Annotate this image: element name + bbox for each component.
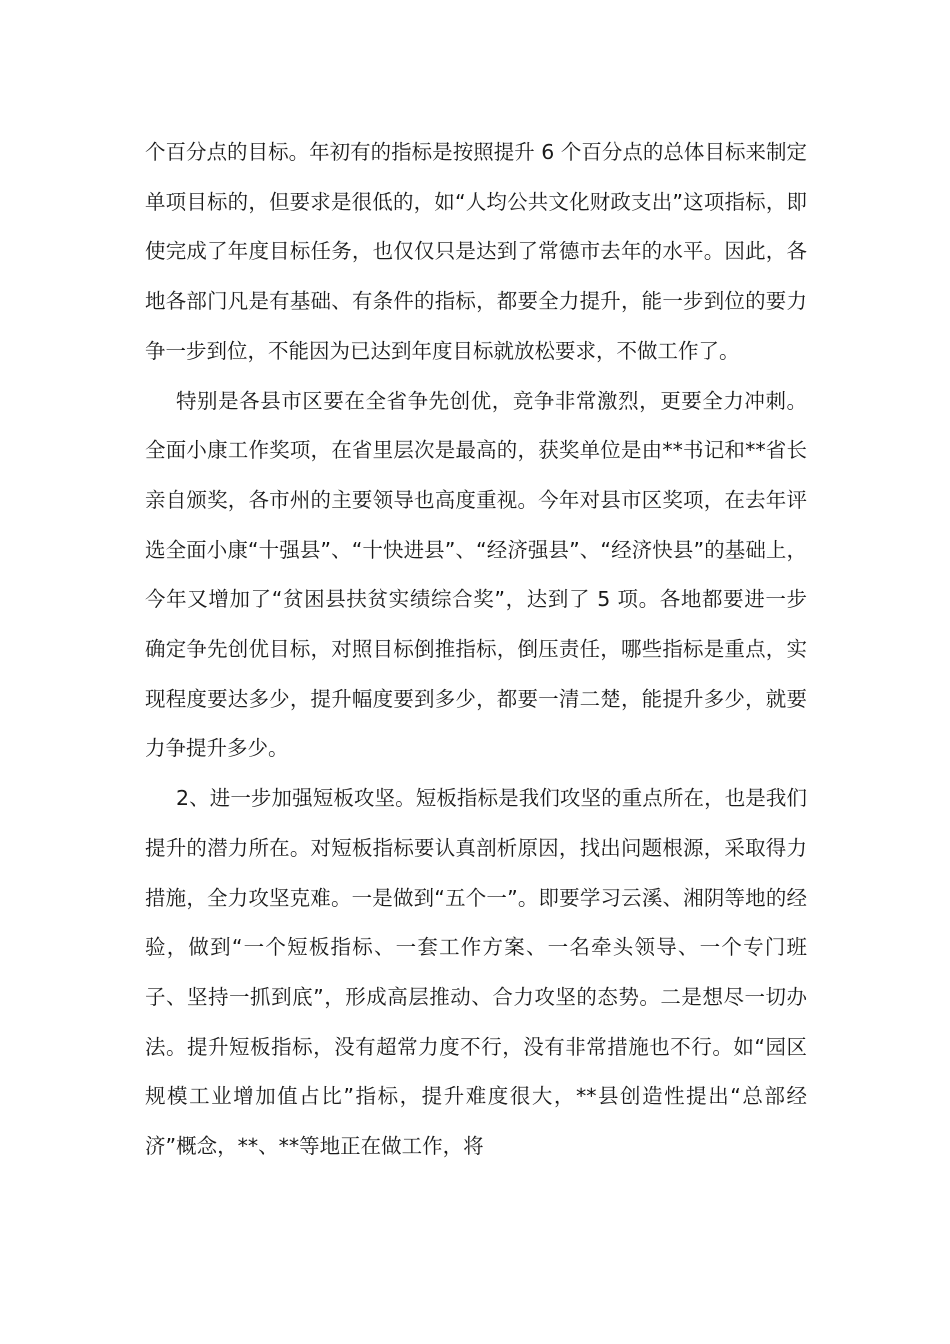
paragraph-2: 特别是各县市区要在全省争先创优，竞争非常激烈，更要全力冲刺。全面小康工作奖项，在省里层次是最高的，获奖单位是由**书记和**省长亲自颁奖，各市州的主要领导也高度重视。今年对县市区奖项，在去年评选全面小康“十强县”、“十快进县”、“经济强县”、“经济快县”的基础上，今年又增加了“贫困县扶贫实绩综合奖”，达到了 5 项。各地都要进一步确定争先创优目标，对照目标倒推指标，倒压责任，哪些指标是重点，实现程度要达多少，提升幅度要到多少，都要一清二楚，能提升多少，就要力争提升多少。 [145,388,807,761]
paragraph-3: 2、进一步加强短板攻坚。短板指标是我们攻坚的重点所在，也是我们提升的潜力所在。对短板指标要认真剖析原因，找出问题根源，采取得力措施，全力攻坚克难。一是做到“五个一”。即要学习云溪、湘阴等地的经验，做到“一个短板指标、一套工作方案、一名牵头领导、一个专门班子、坚持一抓到底”，形成高层推动、合力攻坚的态势。二是想尽一切办法。提升短板指标，没有超常力度不行，没有非常措施也不行。如“园区规模工业增加值占比”指标，提升难度很大，**县创造性提出“总部经济”概念，**、**等地正在做工作，将 [145,786,807,1159]
document-page [145,128,807,1172]
paragraph-1: 个百分点的目标。年初有的指标是按照提升 6 个百分点的总体目标来制定单项目标的，但要求是很低的，如“人均公共文化财政支出”这项指标，即使完成了年度目标任务，也仅仅只是达到了常德市去年的水平。因此，各地各部门凡是有基础、有条件的指标，都要全力提升，能一步到位的要力争一步到位，不能因为已达到年度目标就放松要求，不做工作了。 [145,140,807,363]
